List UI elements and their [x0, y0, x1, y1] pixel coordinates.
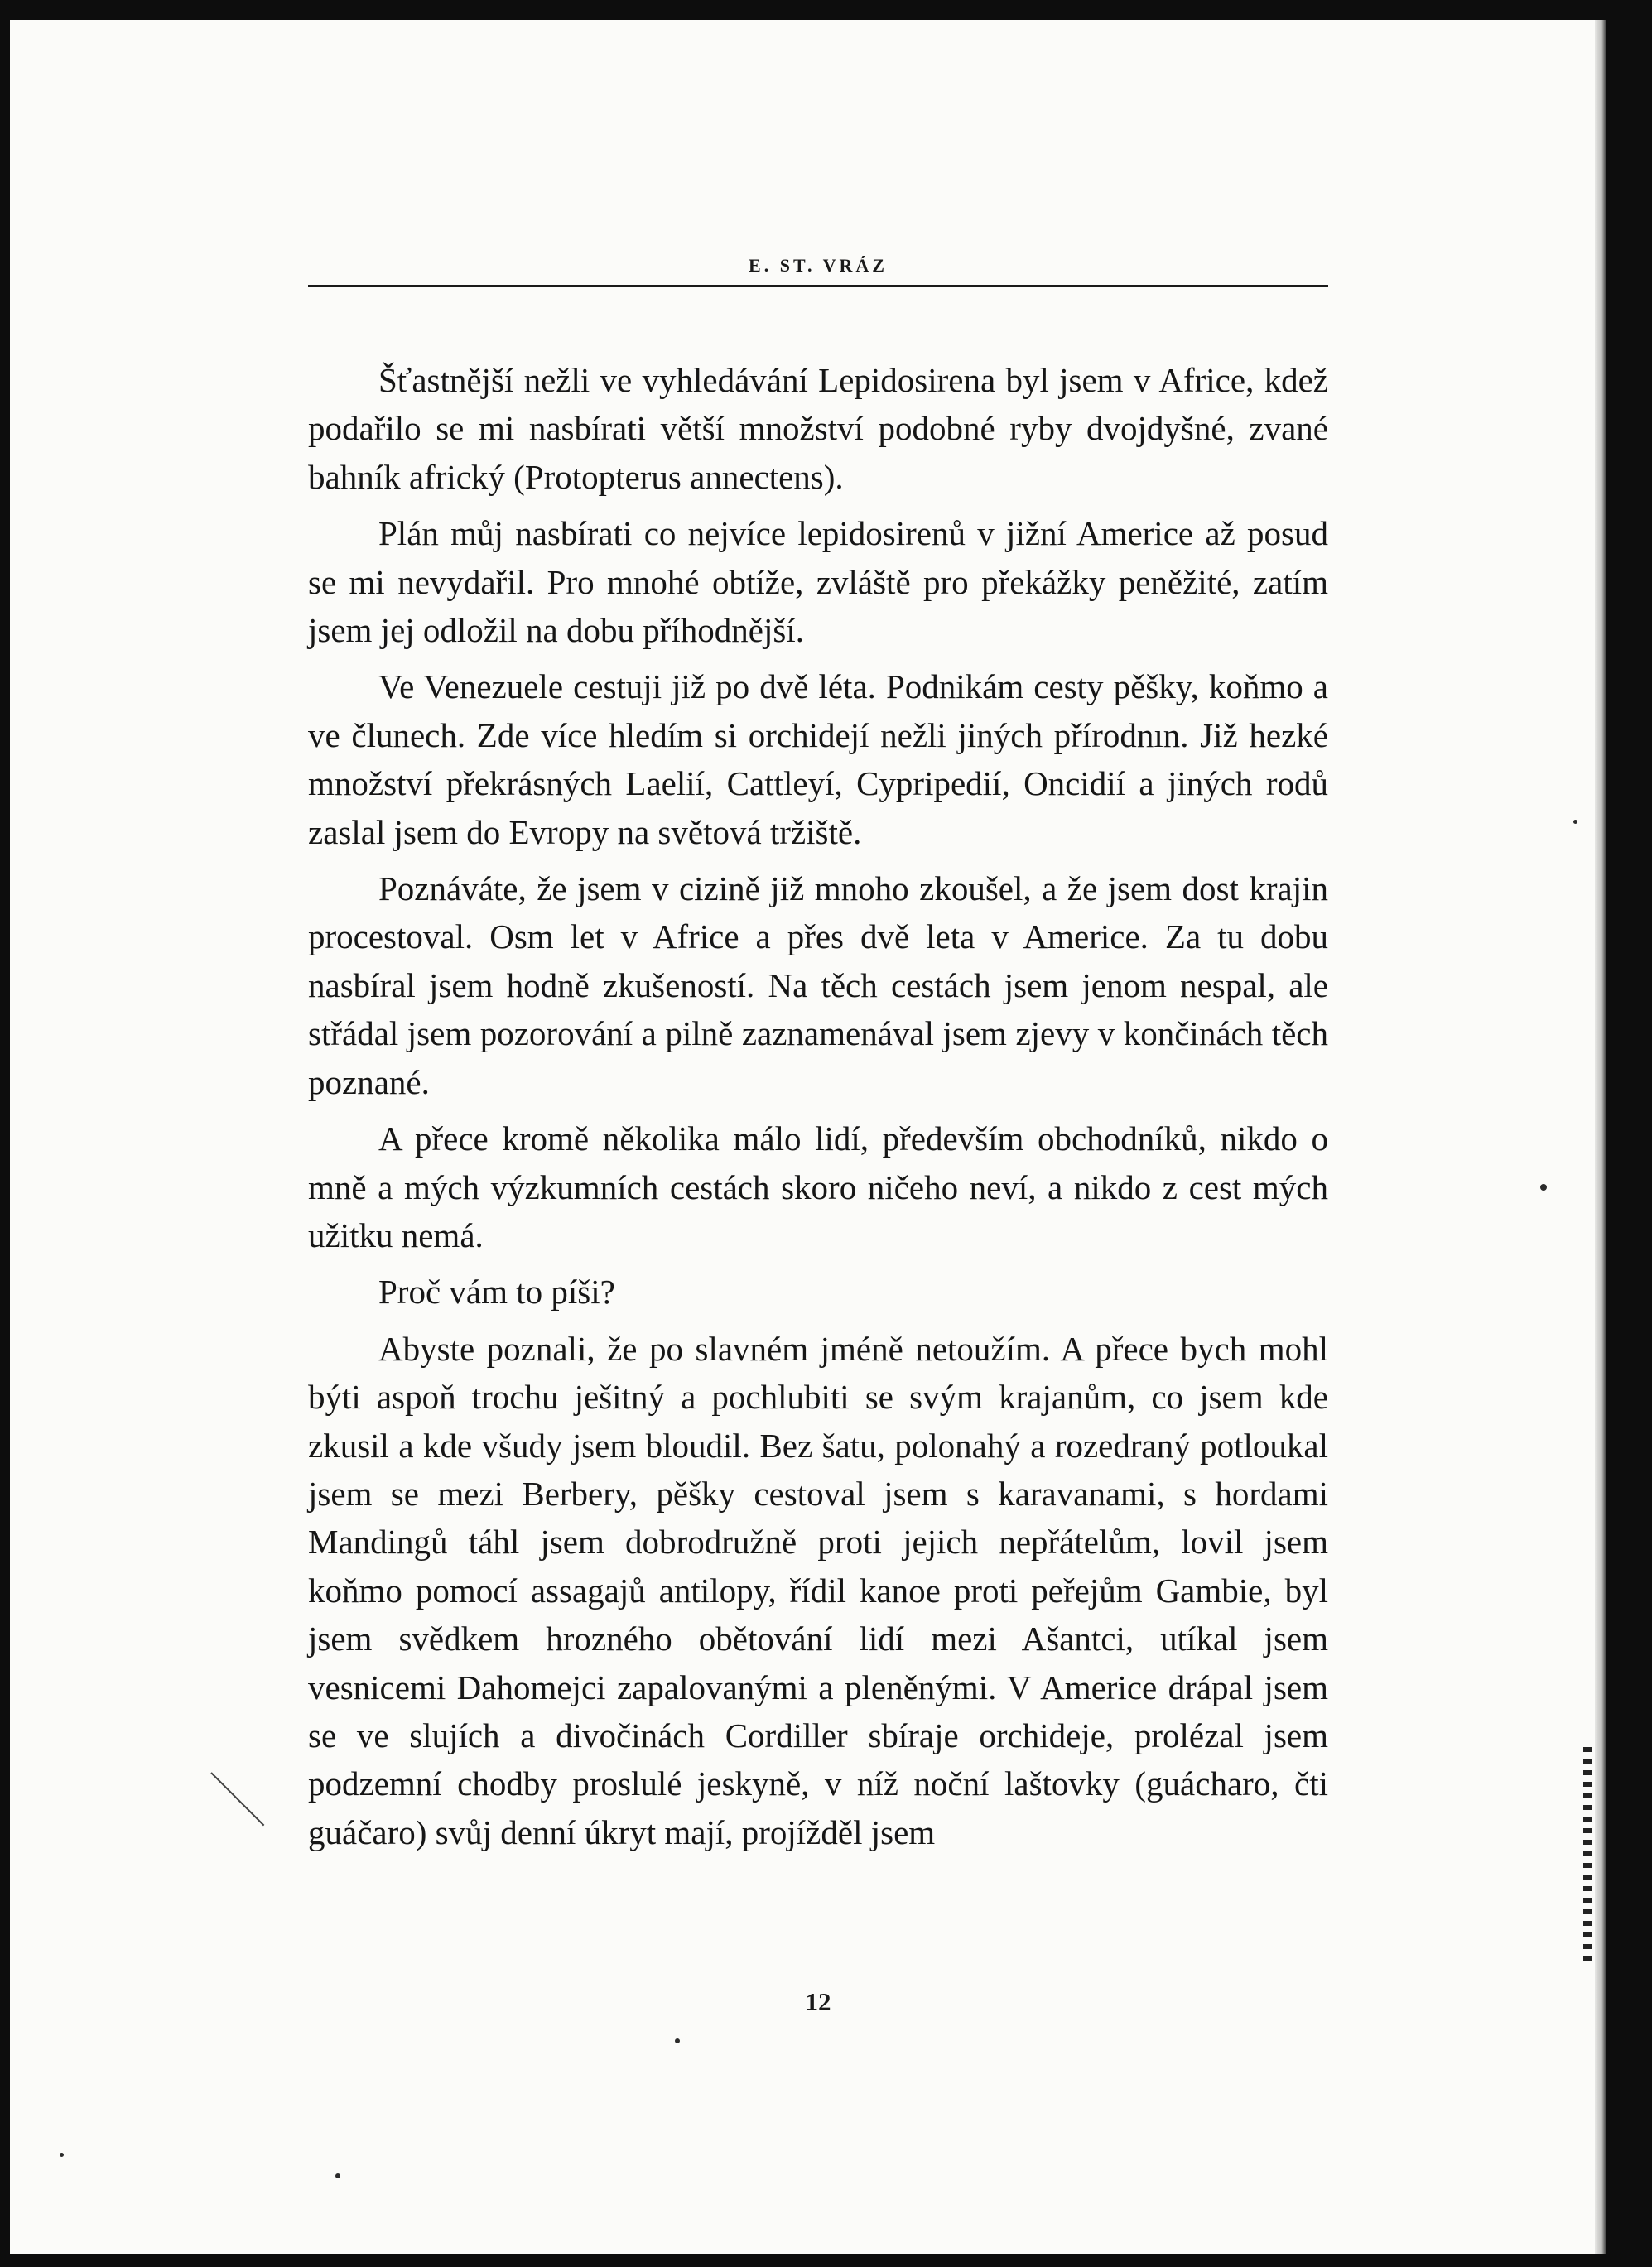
body-text [308, 356, 1328, 1865]
scan-speck [335, 2173, 340, 2178]
page-number: 12 [805, 1987, 831, 2016]
binding-marks [1583, 1747, 1592, 1962]
scan-speck [60, 2153, 64, 2157]
paragraph: Poznáváte, že jsem v cizině již mnoho zkoušel, a že jsem dost krajin procestoval. Osm let v Africe a přes dvě leta v Americe. Za tu dobu nasbíral jsem hodně zkušeností. Na těch cestách jsem jenom nespal, ale střádal jsem pozorování a pilně zaznamenával jsem zjevy v končinách těch poznané. [308, 869, 1328, 1101]
page-edge [1595, 20, 1606, 2254]
running-head: E. ST. VRÁZ [749, 255, 888, 276]
paragraph: Plán můj nasbírati co nejvíce lepidosirenů v jižní Americe až posud se mi nevydařil. Pro mnohé obtíže, zvláště pro překážky peněžité, zatím jsem jej odložil na dobu příhodnější. [308, 514, 1328, 650]
paragraph: Abyste poznali, že po slavném jméně netoužím. A přece bych mohl býti aspoň trochu ješitný a pochlubiti se svým krajanům, co jsem kde zkusil a kde všudy jsem bloudil. Bez šatu, polonahý a rozedraný potloukal jsem se mezi Berbery, pěšky cestoval jsem s karavanami, s hordami Mandingů táhl jsem dobrodružně proti jejich nepřátelům, lovil jsem koňmo pomocí assagajů antilopy, řídil kanoe proti peřejům Gambie, byl jsem svědkem hrozného obětování lidí mezi Ašantci, utíkal jsem vesnicemi Dahomejci zapalovanými a pleněnými. V Americe drápal jsem se ve slujích a divočinách Cordiller sbíraje orchideje, prolézal jsem podzemní chodby proslulé jeskyně, v níž noční laštovky (guácharo, čti guáčaro) svůj denní úkryt mají, projížděl jsem [308, 1329, 1328, 1851]
scan-speck [1573, 820, 1577, 824]
scan-speck [675, 2038, 680, 2043]
paragraph: Šťastnější nežli ve vyhledávání Lepidosirena byl jsem v Africe, kdež podařilo se mi nasbírati větší množství podobné ryby dvojdyšné, zvané bahník africký (Protopterus annectens). [308, 361, 1328, 496]
paragraph: Ve Venezuele cestuji již po dvě léta. Podnikám cesty pěšky, koňmo a ve člunech. Zde více hledím si orchidejí nežli jiných přírodnın. Již hezké množství překrásných Laelií, Cattleyí, Cypripedií, Oncidií a jiných rodů zaslal jsem do Evropy na světová tržiště. [308, 667, 1328, 851]
paragraph: Proč vám to píši? [378, 1273, 615, 1312]
header-rule [308, 285, 1328, 287]
scan-speck [1540, 1184, 1547, 1191]
paragraph: A přece kromě několika málo lidí, především obchodníků, nikdo o mně a mých výzkumních cestách skoro ničeho neví, a nikdo z cest mých užitku nemá. [308, 1119, 1328, 1254]
